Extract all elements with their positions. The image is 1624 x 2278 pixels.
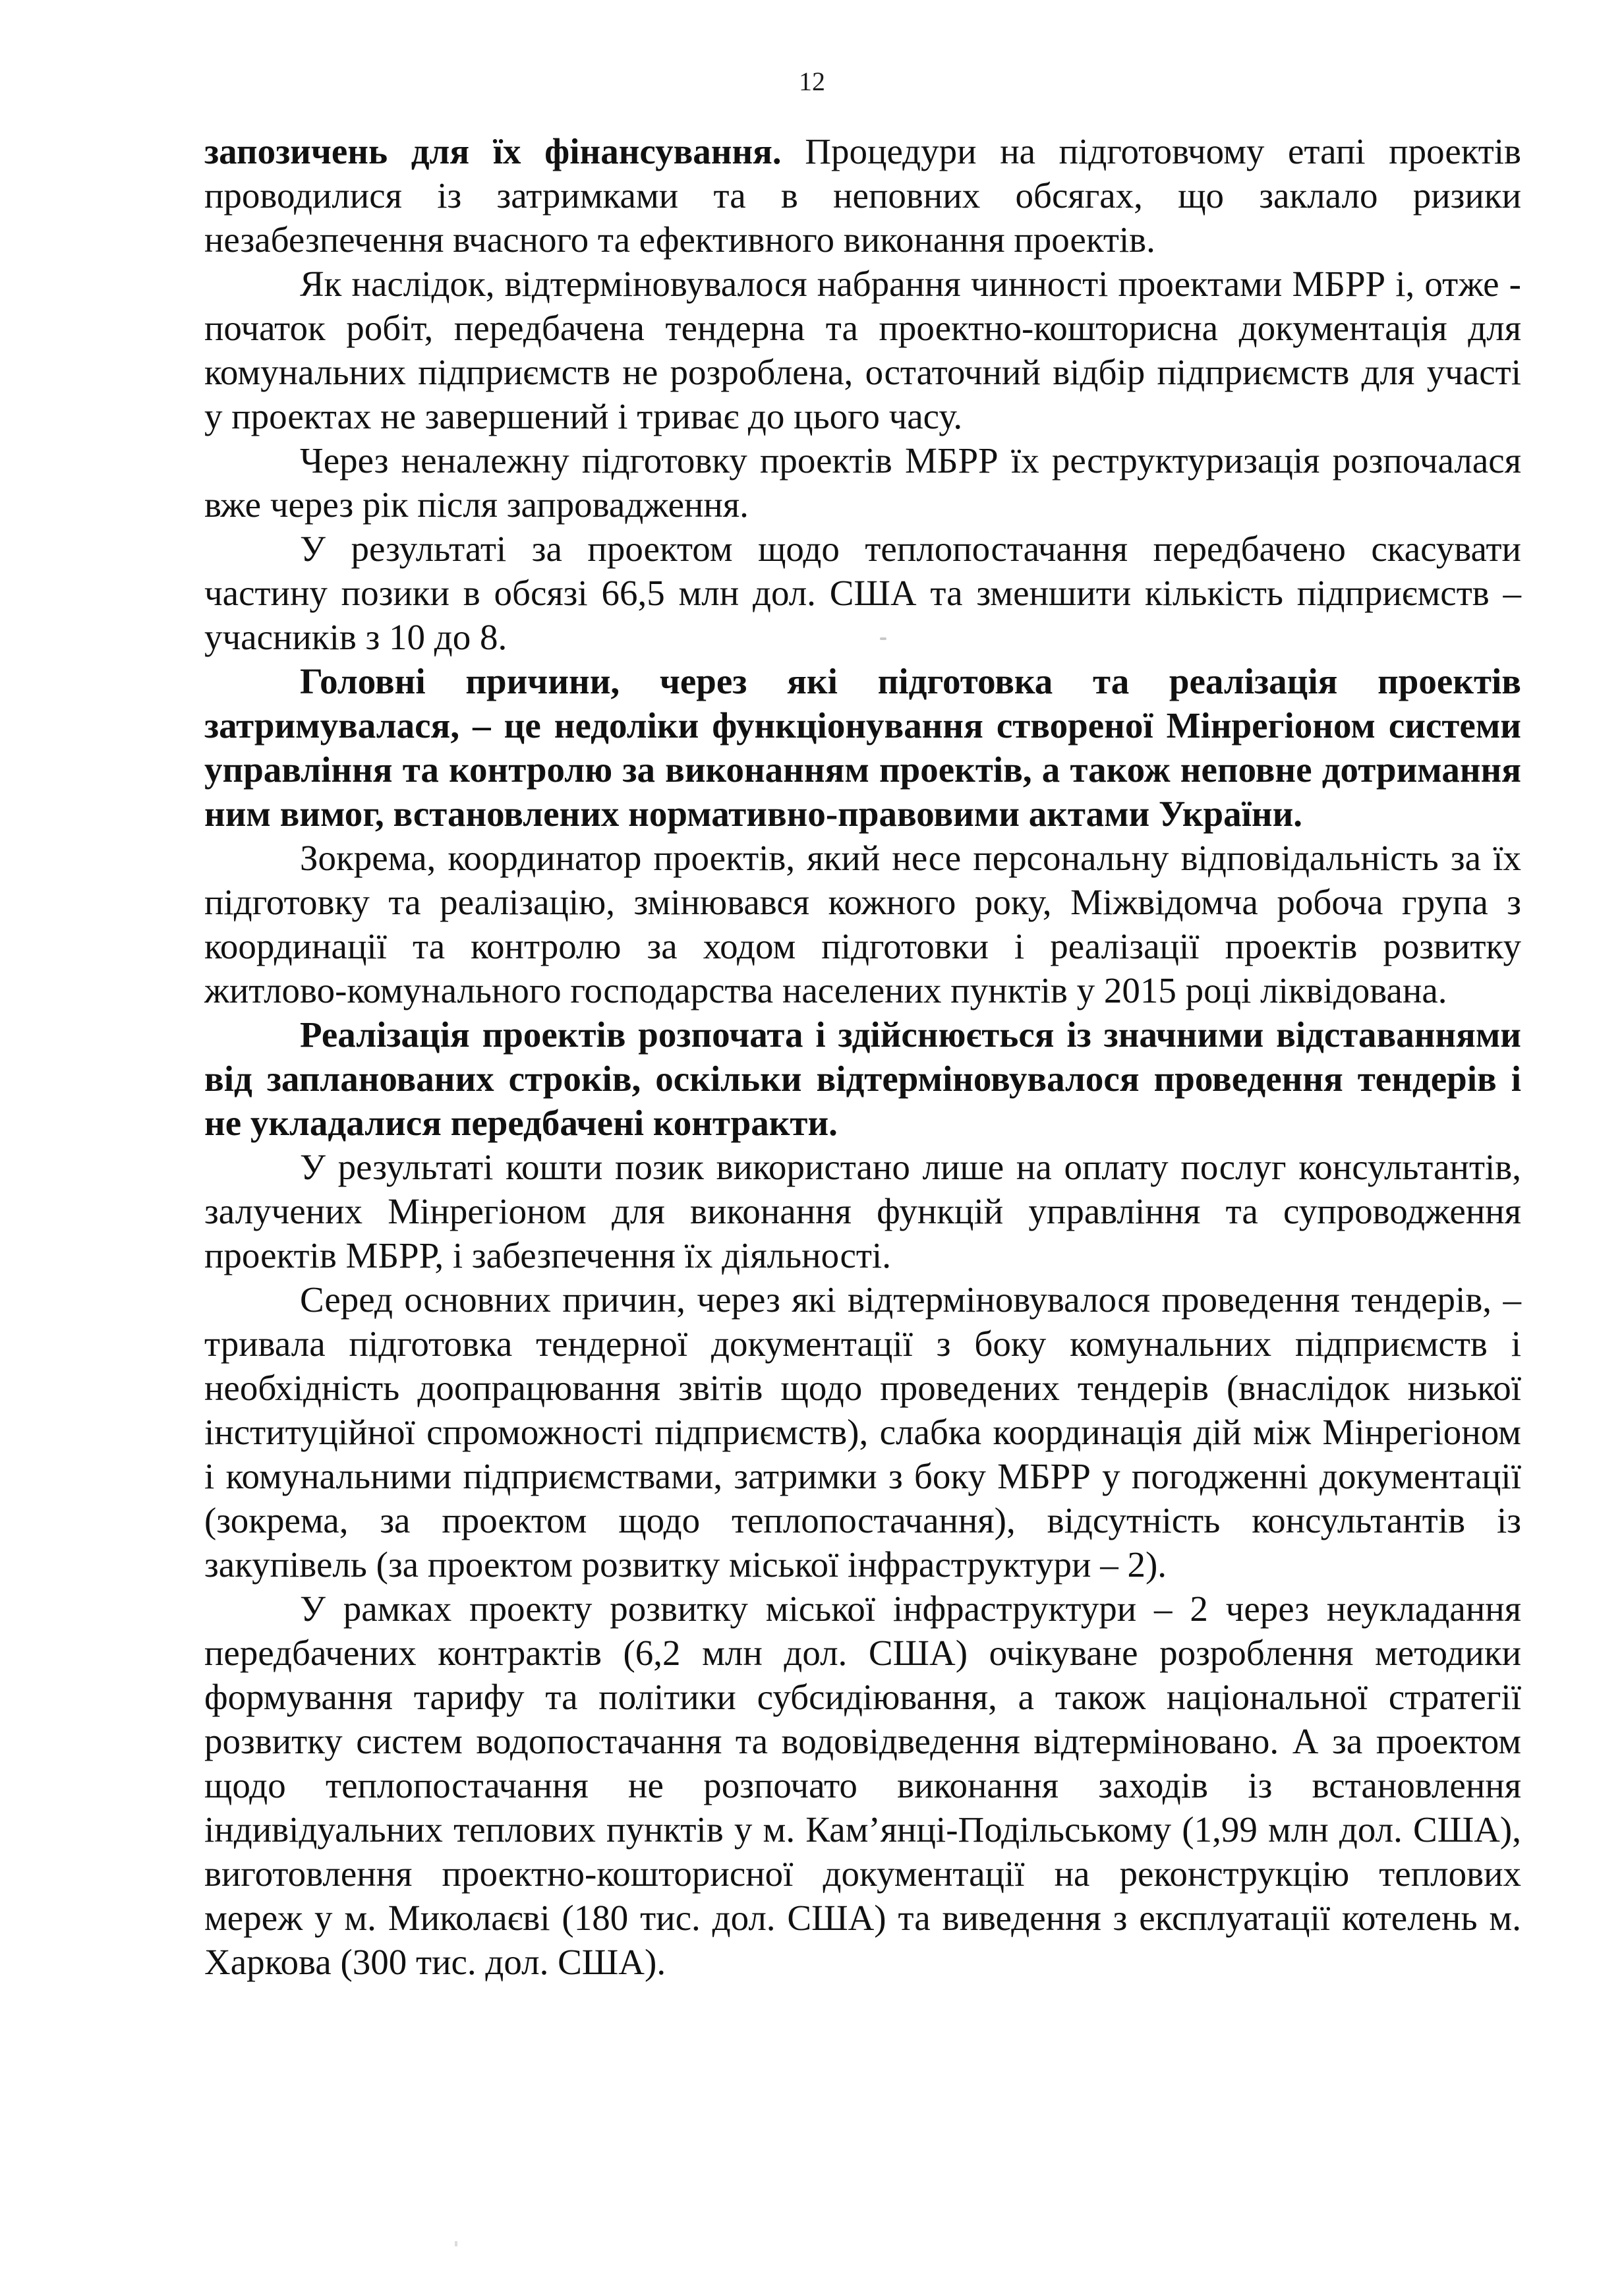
paragraph-7-bold: Реалізація проектів розпочата і здійснюється із значними відставаннями від запланованих строків, оскільки відтерміновувалося проведення тендерів і не укладалися передбачені контракти. bbox=[204, 1014, 1521, 1143]
paragraph-5-bold: Головні причини, через які підготовка та реалізація проектів затримувалася, – це недоліки функціонування створеної Мінрегіоном системи управління та контролю за виконанням проектів, а також неповне дотримання ним вимог, встановлених нормативно-правовими актами України. bbox=[204, 661, 1521, 834]
page-number: 12 bbox=[799, 67, 825, 96]
paragraph-8: У результаті кошти позик використано лише на оплату послуг консультантів, залучених Мінрегіоном для виконання функцій управління та супроводження проектів МБРР, і забезпечення їх діяльності. bbox=[204, 1147, 1521, 1275]
paragraph-9: Серед основних причин, через які відтерміновувалося проведення тендерів, – тривала підготовка тендерної документації з боку комунальних підприємств і необхідність доопрацювання звітів щодо проведених тендерів (внаслідок низької інституційної спроможності підприємств), слабка координація дій між Мінрегіоном і комунальними підприємствами, затримки з боку МБРР у погодженні документації (зокрема, за проектом щодо теплопостачання), відсутність консультантів із закупівель (за проектом розвитку міської інфраструктури – 2). bbox=[204, 1279, 1521, 1585]
paragraph-1-text: Процедури на підготовчому етапі проектів проводилися із затримками та в неповних обсягах, що заклало ризики незабезпечення вчасного та ефективного виконання проектів. bbox=[204, 131, 1522, 260]
document-body bbox=[204, 129, 1521, 1984]
scan-speck bbox=[455, 2241, 457, 2246]
paragraph-3: Через неналежну підготовку проектів МБРР їх реструктуризація розпочалася вже через рік після запровадження. bbox=[204, 440, 1521, 525]
paragraph-4: У результаті за проектом щодо теплопостачання передбачено скасувати частину позики в обсязі 66,5 млн дол. США та зменшити кількість підприємств – учасників з 10 до 8. bbox=[204, 529, 1521, 657]
scan-speck bbox=[880, 637, 886, 640]
paragraph-2: Як наслідок, відтерміновувалося набрання чинності проектами МБРР і, отже - початок робіт, передбачена тендерна та проектно-кошторисна документація для комунальних підприємств не розроблена, остаточний відбір підприємств для участі у проектах не завершений і триває до цього часу. bbox=[204, 264, 1521, 436]
paragraph-1 bbox=[204, 129, 1521, 262]
paragraph-6: Зокрема, координатор проектів, який несе персональну відповідальність за їх підготовку та реалізацію, змінювався кожного року, Міжвідомча робоча група з координації та контролю за ходом підготовки і реалізації проектів розвитку житлово-комунального господарства населених пунктів у 2015 році ліквідована. bbox=[204, 838, 1521, 1010]
paragraph-10: У рамках проекту розвитку міської інфраструктури – 2 через неукладання передбачених контрактів (6,2 млн дол. США) очікуване розроблення методики формування тарифу та політики субсидіювання, а також національної стратегії розвитку систем водопостачання та водовідведення відтерміновано. А за проектом щодо теплопостачання не розпочато виконання заходів із встановлення індивідуальних теплових пунктів у м. Кам’янці-Подільському (1,99 млн дол. США), виготовлення проектно-кошторисної документації на реконструкцію теплових мереж у м. Миколаєві (180 тис. дол. США) та виведення з експлуатації котелень м. Харкова (300 тис. дол. США). bbox=[204, 1589, 1521, 1982]
paragraph-1-lead: запозичень для їх фінансування. bbox=[204, 131, 782, 171]
